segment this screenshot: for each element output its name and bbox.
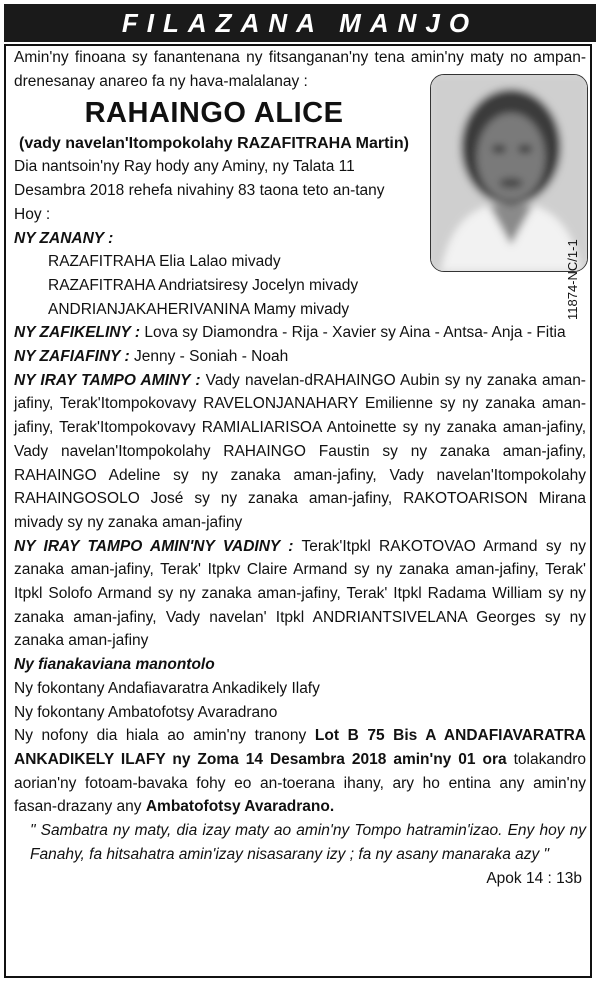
death-notice: Dia nantsoin'ny Ray hody any Aminy, ny Talata 11 Desambra 2018 rehefa nivahiny 83 taona teto an-tany Hoy : <box>14 158 385 223</box>
extended-family-line: Ny fokontany Andafiavaratra Ankadikely Ilafy <box>14 679 320 697</box>
great-grandchildren-text: Jenny - Soniah - Noah <box>134 348 289 366</box>
extended-family-heading: Ny fianakaviana manontolo <box>14 656 215 674</box>
notice-body <box>14 46 586 890</box>
intro-text: Amin'ny finoana sy fanantenana ny fitsanganan'ny tena amin'ny maty no ampan-drenesanay anareo fa ny hava-malalanay : <box>14 49 586 90</box>
deceased-name: RAHAINGO ALICE <box>84 97 344 130</box>
funeral-address: Lot B 75 Bis A ANDAFIAVARATRA ANKADIKELY ILAFY ny Zoma 14 Desambra 2018 amin'ny 01 ora <box>14 727 587 768</box>
siblings-paragraph <box>14 369 586 535</box>
funeral-paragraph <box>14 724 586 819</box>
great-grandchildren-heading: NY ZAFIAFINY : <box>14 348 130 366</box>
great-grandchildren-line <box>14 345 586 369</box>
siblings-heading: NY IRAY TAMPO AMINY : <box>14 371 201 389</box>
deceased-widow-of: (vady navelan'Itompokolahy RAZAFITRAHA Martin) <box>19 135 409 153</box>
child-name: RAZAFITRAHA Elia Lalao mivady <box>48 253 281 271</box>
spouse-siblings-heading: NY IRAY TAMPO AMIN'NY VADINY : <box>14 537 294 555</box>
notice-header: FILAZANA MANJO <box>4 4 596 42</box>
funeral-text-2: tolakandro aorian'ny fotoam-bavaka fohy eo an-toerana ihany, ary ho entina any amin'ny fasan-drazany any <box>14 750 586 816</box>
spouse-siblings-paragraph <box>14 535 586 654</box>
grandchildren-text: Lova sy Diamondra - Rija - Xavier sy Aina - Antsa- Anja - Fitia <box>144 324 566 342</box>
siblings-text: Vady navelan-dRAHAINGO Aubin sy ny zanaka aman-jafiny, Terak'Itompokovavy RAVELONJANAHARY Emilienne sy ny zanaka aman-jafiny, Terak'Itompokovavy RAMIALIARISOA Antoinette sy ny zanaka aman-jafiny, Vady navelan'Itompokolahy RAHAINGO Faustin sy ny zanaka aman-jafiny, RAHAINGO Adeline sy ny zanaka aman-jafiny, Vady navelan'Itompokolahy RAHAINGOSOLO José sy ny zanaka aman-jafiny, RAKOTOARISON Mirana mivady sy ny zanaka aman-jafiny <box>14 371 586 531</box>
reference-code: 11874-NC/1-1 <box>565 239 580 320</box>
children-heading: NY ZANANY : <box>14 229 114 247</box>
grandchildren-line <box>14 321 586 345</box>
spouse-siblings-text: Terak'Itpkl RAKOTOVAO Armand sy ny zanaka aman-jafiny, Terak' Itpkv Claire Armand sy ny zanaka aman-jafiny, Terak' Itpkl Solofo Armand sy ny zanaka aman-jafiny, Terak' Itpkl Radama William sy ny zanaka aman-jafiny, Vady navelan' Itpkl ANDRIANTSIVELANA Georges sy ny zanaka aman-jafiny <box>14 537 586 650</box>
extended-family-line: Ny fokontany Ambatofotsy Avaradrano <box>14 703 278 721</box>
child-name: RAZAFITRAHA Andriatsiresy Jocelyn mivady <box>48 276 359 294</box>
grandchildren-heading: NY ZAFIKELINY : <box>14 324 141 342</box>
child-name: ANDRIANJAKAHERIVANINA Mamy mivady <box>48 300 350 318</box>
verse-reference: Apok 14 : 13b <box>486 869 582 887</box>
funeral-text-1: Ny nofony dia hiala ao amin'ny tranony <box>14 727 307 745</box>
burial-place: Ambatofotsy Avaradrano. <box>145 798 335 816</box>
bible-verse: " Sambatra ny maty, dia izay maty ao amin'ny Tompo hatramin'izao. Eny hoy ny Fanahy, fa hitsahatra amin'izay nisasarany izy ; fa ny asany manaraka azy " <box>30 822 586 863</box>
